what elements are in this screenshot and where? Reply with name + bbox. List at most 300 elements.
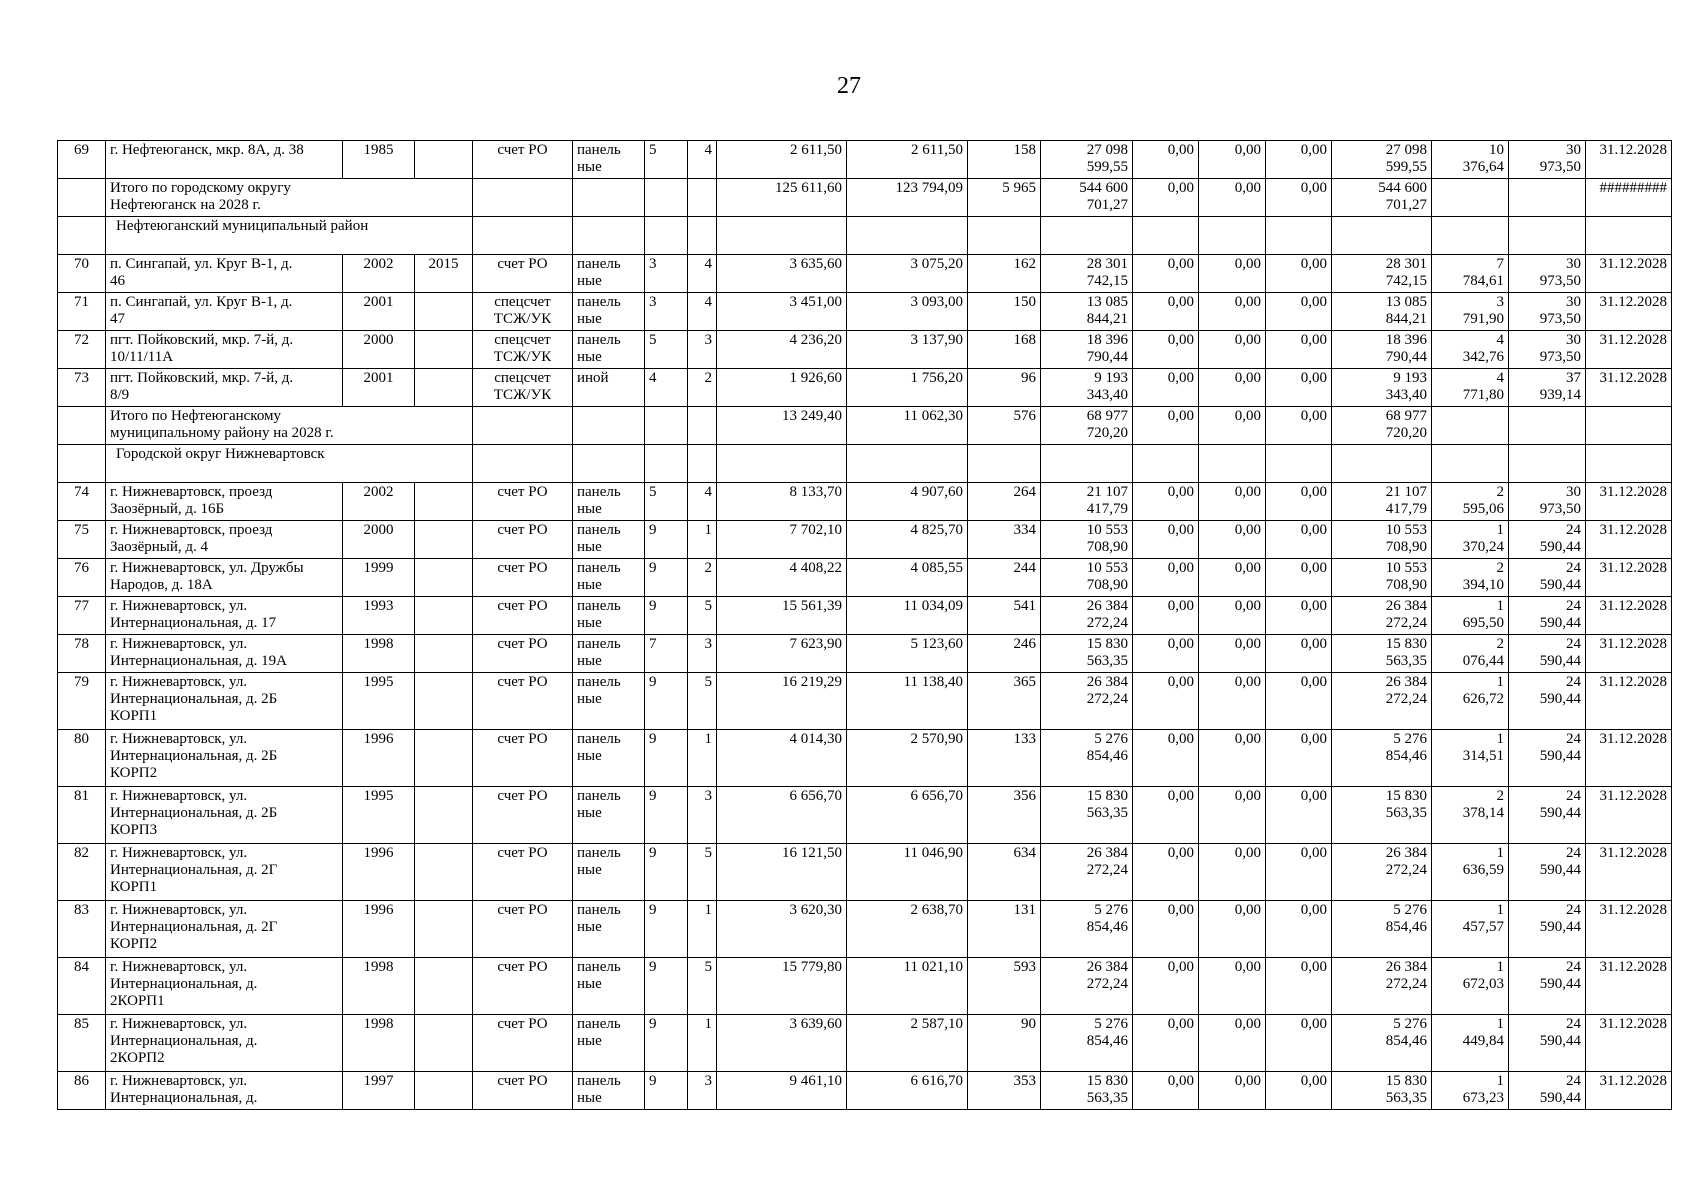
cell-unit-cost: 1 672,03 [1432, 958, 1509, 1015]
cell-cost: 28 301 742,15 [1041, 255, 1133, 293]
cell-blank [645, 407, 688, 445]
cell-area-total: 125 611,60 [717, 179, 847, 217]
cell-blank [688, 407, 717, 445]
cell-fund-owners: 15 830 563,35 [1332, 1072, 1432, 1110]
cell-max-cost: 24 590,44 [1509, 1072, 1586, 1110]
cell-date: 31.12.2028 [1586, 369, 1672, 407]
table-row [58, 331, 1672, 369]
cell-area-total: 15 561,39 [717, 597, 847, 635]
cell-year-overhaul [415, 559, 473, 597]
cell-fund-method: счет РО [473, 673, 573, 730]
cell-fund-b: 0,00 [1199, 673, 1266, 730]
cell-number: 72 [58, 331, 106, 369]
cell-blank [1509, 217, 1586, 255]
cell-date: 31.12.2028 [1586, 844, 1672, 901]
cell-blank [1586, 217, 1672, 255]
cell-blank [1266, 217, 1332, 255]
cell-fund-b: 0,00 [1199, 331, 1266, 369]
cell-area-living: 11 138,40 [847, 673, 968, 730]
cell-area-total: 3 620,30 [717, 901, 847, 958]
cell-wall-material: панель ные [573, 958, 645, 1015]
cell-cost: 5 276 854,46 [1041, 901, 1133, 958]
cell-address: г. Нижневартовск, ул. Интернациональная, д. 2Б КОРП2 [106, 730, 343, 787]
cell-wall-material: панель ные [573, 331, 645, 369]
cell-floors: 5 [645, 141, 688, 179]
cell-cost: 15 830 563,35 [1041, 1072, 1133, 1110]
cell-max-cost [1509, 407, 1586, 445]
cell-address: г. Нижневартовск, ул. Интернациональная, д. 2Г КОРП1 [106, 844, 343, 901]
cell-fund-c: 0,00 [1266, 255, 1332, 293]
cell-floors: 9 [645, 958, 688, 1015]
cell-fund-c: 0,00 [1266, 730, 1332, 787]
cell-fund-c: 0,00 [1266, 1015, 1332, 1072]
table-body [58, 141, 1672, 1110]
cell-fund-method: спецсчет ТСЖ/УК [473, 331, 573, 369]
cell-fund-method: счет РО [473, 521, 573, 559]
cell-year-built: 1997 [343, 1072, 415, 1110]
cell-fund-owners: 68 977 720,20 [1332, 407, 1432, 445]
cell-address: г. Нижневартовск, проезд Заозёрный, д. 16Б [106, 483, 343, 521]
cell-fund-b: 0,00 [1199, 844, 1266, 901]
cell-fund-a: 0,00 [1133, 597, 1199, 635]
cell-address: г. Нижневартовск, ул. Интернациональная, д. 2Г КОРП2 [106, 901, 343, 958]
cell-year-overhaul [415, 521, 473, 559]
cell-date: 31.12.2028 [1586, 673, 1672, 730]
cell-fund-a: 0,00 [1133, 1015, 1199, 1072]
table-row [58, 255, 1672, 293]
cell-max-cost: 30 973,50 [1509, 483, 1586, 521]
cell-fund-owners: 13 085 844,21 [1332, 293, 1432, 331]
cell-fund-c: 0,00 [1266, 844, 1332, 901]
cell-fund-b: 0,00 [1199, 407, 1266, 445]
cell-max-cost [1509, 179, 1586, 217]
cell-blank [968, 217, 1041, 255]
cell-floors: 9 [645, 673, 688, 730]
cell-fund-a: 0,00 [1133, 521, 1199, 559]
cell-blank [1041, 217, 1133, 255]
cell-blank [58, 445, 106, 483]
cell-wall-material: панель ные [573, 730, 645, 787]
cell-fund-a: 0,00 [1133, 787, 1199, 844]
cell-cost: 544 600 701,27 [1041, 179, 1133, 217]
cell-cost: 5 276 854,46 [1041, 730, 1133, 787]
cell-area-total: 2 611,50 [717, 141, 847, 179]
cell-date: 31.12.2028 [1586, 521, 1672, 559]
cell-fund-c: 0,00 [1266, 1072, 1332, 1110]
cell-year-overhaul [415, 844, 473, 901]
cell-fund-c: 0,00 [1266, 331, 1332, 369]
table-row [58, 1015, 1672, 1072]
cell-number: 70 [58, 255, 106, 293]
cell-entrances: 5 [688, 958, 717, 1015]
cell-residents: 158 [968, 141, 1041, 179]
cell-fund-b: 0,00 [1199, 369, 1266, 407]
cell-date: 31.12.2028 [1586, 293, 1672, 331]
total-label: Итого по городскому округу Нефтеюганск на 2028 г. [106, 179, 473, 217]
cell-fund-a: 0,00 [1133, 673, 1199, 730]
cell-fund-owners: 9 193 343,40 [1332, 369, 1432, 407]
cell-date: 31.12.2028 [1586, 787, 1672, 844]
cell-residents: 246 [968, 635, 1041, 673]
page-number: 27 [837, 73, 861, 99]
cell-blank [645, 179, 688, 217]
cell-floors: 7 [645, 635, 688, 673]
cell-area-total: 6 656,70 [717, 787, 847, 844]
cell-year-built: 2001 [343, 293, 415, 331]
cell-fund-method: счет РО [473, 635, 573, 673]
cell-residents: 576 [968, 407, 1041, 445]
cell-fund-method: спецсчет ТСЖ/УК [473, 293, 573, 331]
cell-address: г. Нижневартовск, ул. Дружбы Народов, д. 18А [106, 559, 343, 597]
cell-unit-cost: 1 449,84 [1432, 1015, 1509, 1072]
section-title: Нефтеюганский муниципальный район [106, 217, 473, 255]
cell-fund-owners: 10 553 708,90 [1332, 559, 1432, 597]
cell-entrances: 5 [688, 844, 717, 901]
cell-fund-c: 0,00 [1266, 521, 1332, 559]
cell-area-living: 2 611,50 [847, 141, 968, 179]
cell-blank [688, 217, 717, 255]
cell-area-living: 3 075,20 [847, 255, 968, 293]
cell-cost: 26 384 272,24 [1041, 673, 1133, 730]
cell-fund-owners: 26 384 272,24 [1332, 597, 1432, 635]
total-label: Итого по Нефтеюганскому муниципальному району на 2028 г. [106, 407, 473, 445]
cell-address: г. Нижневартовск, ул. Интернациональная, д. [106, 1072, 343, 1110]
cell-wall-material: панель ные [573, 673, 645, 730]
cell-residents: 244 [968, 559, 1041, 597]
cell-max-cost: 24 590,44 [1509, 958, 1586, 1015]
cell-number: 81 [58, 787, 106, 844]
cell-area-total: 3 639,60 [717, 1015, 847, 1072]
cell-number: 73 [58, 369, 106, 407]
cell-fund-c: 0,00 [1266, 787, 1332, 844]
cell-number: 78 [58, 635, 106, 673]
cell-year-built: 1996 [343, 844, 415, 901]
cell-fund-owners: 5 276 854,46 [1332, 1015, 1432, 1072]
cell-residents: 356 [968, 787, 1041, 844]
cell-address: п. Сингапай, ул. Круг В-1, д. 46 [106, 255, 343, 293]
cell-entrances: 3 [688, 787, 717, 844]
cell-year-overhaul [415, 1072, 473, 1110]
cell-cost: 26 384 272,24 [1041, 958, 1133, 1015]
cell-area-total: 4 014,30 [717, 730, 847, 787]
cell-date: 31.12.2028 [1586, 1015, 1672, 1072]
cell-year-overhaul [415, 958, 473, 1015]
cell-wall-material: панель ные [573, 559, 645, 597]
cell-blank [1133, 445, 1199, 483]
cell-cost: 5 276 854,46 [1041, 1015, 1133, 1072]
cell-area-living: 6 656,70 [847, 787, 968, 844]
cell-fund-b: 0,00 [1199, 255, 1266, 293]
cell-max-cost: 24 590,44 [1509, 787, 1586, 844]
cell-cost: 15 830 563,35 [1041, 787, 1133, 844]
cell-area-living: 3 137,90 [847, 331, 968, 369]
cell-blank [1199, 217, 1266, 255]
cell-fund-b: 0,00 [1199, 958, 1266, 1015]
cell-fund-a: 0,00 [1133, 1072, 1199, 1110]
cell-wall-material: панель ные [573, 293, 645, 331]
cell-floors: 9 [645, 1072, 688, 1110]
cell-date: 31.12.2028 [1586, 730, 1672, 787]
cell-cost: 26 384 272,24 [1041, 597, 1133, 635]
cell-entrances: 1 [688, 901, 717, 958]
cell-floors: 9 [645, 844, 688, 901]
cell-entrances: 4 [688, 293, 717, 331]
cell-floors: 4 [645, 369, 688, 407]
cell-wall-material: панель ные [573, 521, 645, 559]
cell-blank [473, 217, 573, 255]
cell-fund-owners: 544 600 701,27 [1332, 179, 1432, 217]
cell-area-living: 5 123,60 [847, 635, 968, 673]
cell-max-cost: 24 590,44 [1509, 844, 1586, 901]
cell-year-built: 1995 [343, 787, 415, 844]
cell-entrances: 3 [688, 1072, 717, 1110]
cell-unit-cost: 1 457,57 [1432, 901, 1509, 958]
cell-blank [1332, 445, 1432, 483]
cell-max-cost: 24 590,44 [1509, 901, 1586, 958]
cell-max-cost: 30 973,50 [1509, 141, 1586, 179]
cell-address: пгт. Пойковский, мкр. 7-й, д. 10/11/11А [106, 331, 343, 369]
cell-year-overhaul [415, 483, 473, 521]
cell-residents: 593 [968, 958, 1041, 1015]
cell-max-cost: 24 590,44 [1509, 673, 1586, 730]
cell-blank [1199, 445, 1266, 483]
cell-unit-cost: 4 771,80 [1432, 369, 1509, 407]
cell-year-overhaul [415, 597, 473, 635]
cell-entrances: 4 [688, 255, 717, 293]
cell-number: 75 [58, 521, 106, 559]
cell-blank [968, 445, 1041, 483]
cell-wall-material: панель ные [573, 483, 645, 521]
cell-fund-owners: 26 384 272,24 [1332, 844, 1432, 901]
cell-wall-material: панель ные [573, 255, 645, 293]
cell-blank [1509, 445, 1586, 483]
cell-date: 31.12.2028 [1586, 483, 1672, 521]
cell-number: 77 [58, 597, 106, 635]
cell-blank [688, 179, 717, 217]
cell-fund-b: 0,00 [1199, 141, 1266, 179]
cell-max-cost: 24 590,44 [1509, 597, 1586, 635]
table-row [58, 483, 1672, 521]
cell-unit-cost: 1 370,24 [1432, 521, 1509, 559]
cell-area-total: 16 219,29 [717, 673, 847, 730]
cell-fund-c: 0,00 [1266, 407, 1332, 445]
cell-date: 31.12.2028 [1586, 1072, 1672, 1110]
cell-number: 80 [58, 730, 106, 787]
cell-wall-material: панель ные [573, 635, 645, 673]
cell-blank [1586, 445, 1672, 483]
cell-fund-b: 0,00 [1199, 293, 1266, 331]
cell-unit-cost: 4 342,76 [1432, 331, 1509, 369]
cell-floors: 9 [645, 521, 688, 559]
cell-entrances: 1 [688, 521, 717, 559]
cell-area-total: 13 249,40 [717, 407, 847, 445]
cell-area-living: 1 756,20 [847, 369, 968, 407]
cell-unit-cost: 1 636,59 [1432, 844, 1509, 901]
cell-area-living: 11 046,90 [847, 844, 968, 901]
cell-fund-a: 0,00 [1133, 141, 1199, 179]
cell-fund-owners: 5 276 854,46 [1332, 730, 1432, 787]
cell-wall-material: панель ные [573, 787, 645, 844]
cell-fund-method: счет РО [473, 1072, 573, 1110]
cell-blank [473, 179, 573, 217]
cell-address: г. Нижневартовск, ул. Интернациональная, д. 2КОРП1 [106, 958, 343, 1015]
cell-residents: 90 [968, 1015, 1041, 1072]
cell-floors: 9 [645, 1015, 688, 1072]
cell-residents: 5 965 [968, 179, 1041, 217]
cell-blank [1133, 217, 1199, 255]
cell-fund-b: 0,00 [1199, 635, 1266, 673]
cell-fund-a: 0,00 [1133, 369, 1199, 407]
cell-fund-c: 0,00 [1266, 369, 1332, 407]
cell-area-living: 2 587,10 [847, 1015, 968, 1072]
cell-blank [58, 407, 106, 445]
cell-unit-cost: 10 376,64 [1432, 141, 1509, 179]
table-row [58, 597, 1672, 635]
housing-register-table [57, 140, 1672, 1110]
cell-entrances: 2 [688, 559, 717, 597]
cell-fund-owners: 18 396 790,44 [1332, 331, 1432, 369]
cell-address: г. Нижневартовск, ул. Интернациональная, д. 2Б КОРП1 [106, 673, 343, 730]
table-row [58, 673, 1672, 730]
cell-number: 82 [58, 844, 106, 901]
cell-fund-owners: 21 107 417,79 [1332, 483, 1432, 521]
cell-year-overhaul [415, 293, 473, 331]
cell-floors: 9 [645, 787, 688, 844]
cell-blank [1432, 217, 1509, 255]
cell-year-built: 2002 [343, 483, 415, 521]
total-row [58, 179, 1672, 217]
cell-wall-material: панель ные [573, 844, 645, 901]
cell-unit-cost: 1 695,50 [1432, 597, 1509, 635]
cell-max-cost: 24 590,44 [1509, 635, 1586, 673]
cell-fund-method: счет РО [473, 958, 573, 1015]
cell-fund-c: 0,00 [1266, 597, 1332, 635]
cell-wall-material: панель ные [573, 1072, 645, 1110]
cell-fund-c: 0,00 [1266, 958, 1332, 1015]
cell-fund-c: 0,00 [1266, 293, 1332, 331]
cell-area-living: 11 021,10 [847, 958, 968, 1015]
cell-year-built: 2001 [343, 369, 415, 407]
cell-max-cost: 24 590,44 [1509, 1015, 1586, 1072]
cell-area-living: 11 062,30 [847, 407, 968, 445]
cell-year-built: 2000 [343, 331, 415, 369]
cell-floors: 5 [645, 331, 688, 369]
cell-area-living: 11 034,09 [847, 597, 968, 635]
cell-blank [847, 217, 968, 255]
cell-year-built: 1998 [343, 1015, 415, 1072]
section-title: Городской округ Нижневартовск [106, 445, 473, 483]
cell-date: 31.12.2028 [1586, 901, 1672, 958]
cell-unit-cost: 2 394,10 [1432, 559, 1509, 597]
cell-area-total: 7 702,10 [717, 521, 847, 559]
cell-date: 31.12.2028 [1586, 958, 1672, 1015]
cell-cost: 27 098 599,55 [1041, 141, 1133, 179]
cell-fund-c: 0,00 [1266, 901, 1332, 958]
cell-fund-b: 0,00 [1199, 483, 1266, 521]
cell-fund-method: счет РО [473, 559, 573, 597]
cell-blank [473, 445, 573, 483]
cell-year-overhaul: 2015 [415, 255, 473, 293]
cell-fund-b: 0,00 [1199, 730, 1266, 787]
table-row [58, 521, 1672, 559]
cell-unit-cost: 2 378,14 [1432, 787, 1509, 844]
cell-number: 71 [58, 293, 106, 331]
cell-fund-method: счет РО [473, 597, 573, 635]
cell-blank [573, 445, 645, 483]
cell-floors: 9 [645, 597, 688, 635]
cell-address: г. Нижневартовск, ул. Интернациональная, д. 2Б КОРП3 [106, 787, 343, 844]
cell-fund-a: 0,00 [1133, 844, 1199, 901]
cell-cost: 10 553 708,90 [1041, 559, 1133, 597]
cell-cost: 21 107 417,79 [1041, 483, 1133, 521]
cell-address: г. Нижневартовск, ул. Интернациональная, д. 2КОРП2 [106, 1015, 343, 1072]
cell-area-living: 2 570,90 [847, 730, 968, 787]
cell-fund-a: 0,00 [1133, 559, 1199, 597]
section-header-row [58, 445, 1672, 483]
cell-fund-c: 0,00 [1266, 673, 1332, 730]
cell-year-overhaul [415, 635, 473, 673]
cell-area-living: 4 825,70 [847, 521, 968, 559]
cell-wall-material: панель ные [573, 1015, 645, 1072]
cell-floors: 9 [645, 730, 688, 787]
cell-residents: 96 [968, 369, 1041, 407]
table-row [58, 844, 1672, 901]
cell-blank [1332, 217, 1432, 255]
cell-area-total: 4 236,20 [717, 331, 847, 369]
cell-fund-method: счет РО [473, 255, 573, 293]
cell-number: 86 [58, 1072, 106, 1110]
cell-date: ######### [1586, 179, 1672, 217]
cell-area-total: 1 926,60 [717, 369, 847, 407]
cell-unit-cost [1432, 407, 1509, 445]
cell-blank [573, 407, 645, 445]
cell-fund-c: 0,00 [1266, 179, 1332, 217]
cell-year-overhaul [415, 369, 473, 407]
cell-fund-method: счет РО [473, 730, 573, 787]
cell-year-built: 1995 [343, 673, 415, 730]
cell-floors: 3 [645, 293, 688, 331]
cell-unit-cost: 2 595,06 [1432, 483, 1509, 521]
cell-date [1586, 407, 1672, 445]
cell-year-built: 1998 [343, 958, 415, 1015]
cell-fund-method: счет РО [473, 141, 573, 179]
cell-year-overhaul [415, 901, 473, 958]
table-row [58, 1072, 1672, 1110]
cell-wall-material: панель ные [573, 141, 645, 179]
cell-date: 31.12.2028 [1586, 597, 1672, 635]
cell-number: 79 [58, 673, 106, 730]
cell-address: г. Нижневартовск, ул. Интернациональная, д. 19А [106, 635, 343, 673]
cell-fund-c: 0,00 [1266, 559, 1332, 597]
cell-area-living: 6 616,70 [847, 1072, 968, 1110]
cell-fund-b: 0,00 [1199, 901, 1266, 958]
cell-year-overhaul [415, 673, 473, 730]
cell-unit-cost: 1 673,23 [1432, 1072, 1509, 1110]
cell-max-cost: 24 590,44 [1509, 730, 1586, 787]
cell-year-overhaul [415, 141, 473, 179]
cell-year-built: 1999 [343, 559, 415, 597]
total-row [58, 407, 1672, 445]
cell-residents: 131 [968, 901, 1041, 958]
cell-fund-a: 0,00 [1133, 730, 1199, 787]
cell-unit-cost: 7 784,61 [1432, 255, 1509, 293]
cell-area-living: 3 093,00 [847, 293, 968, 331]
cell-area-living: 4 907,60 [847, 483, 968, 521]
cell-wall-material: панель ные [573, 597, 645, 635]
cell-fund-method: счет РО [473, 483, 573, 521]
cell-fund-owners: 15 830 563,35 [1332, 635, 1432, 673]
cell-area-total: 7 623,90 [717, 635, 847, 673]
